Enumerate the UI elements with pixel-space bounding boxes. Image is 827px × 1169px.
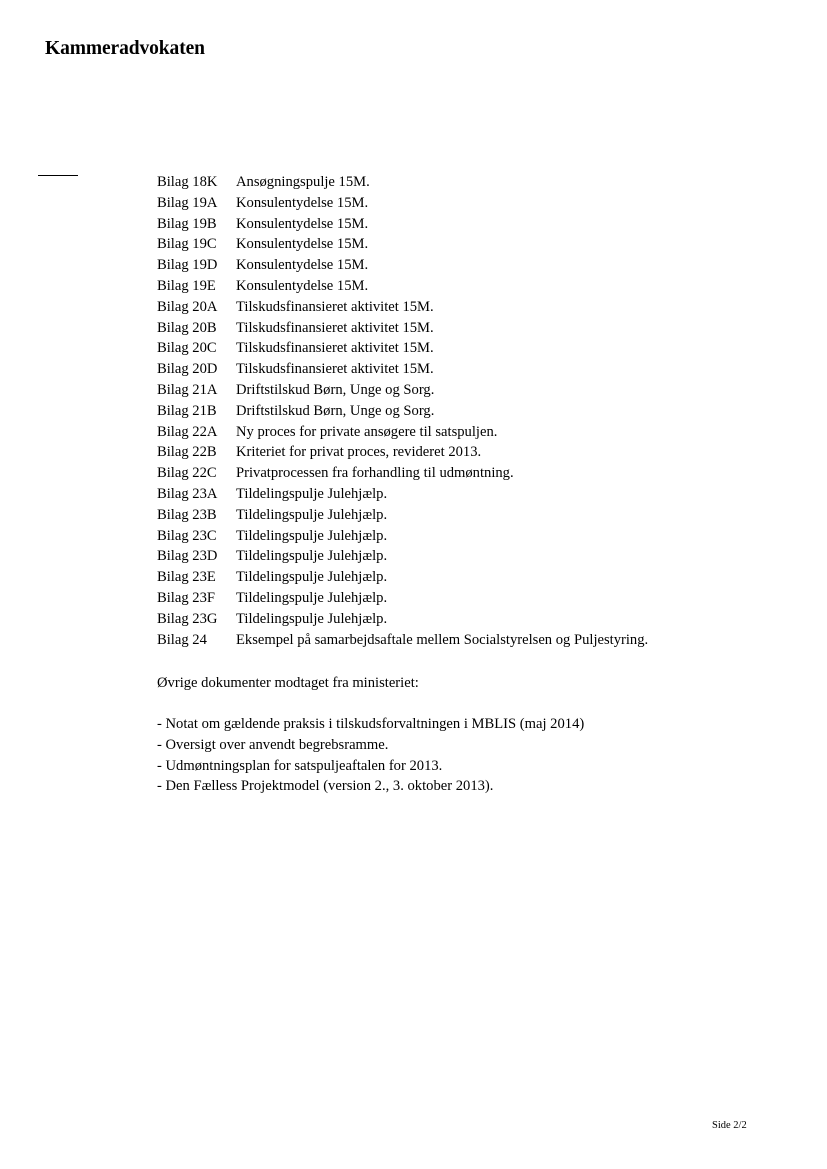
bilag-description: Ny proces for private ansøgere til satspuljen. [236,423,498,440]
bilag-id: Bilag 21A [157,381,218,398]
bilag-id: Bilag 23F [157,589,215,606]
bilag-description: Tildelingspulje Julehjælp. [236,569,388,586]
bilag-id: Bilag 19D [157,257,218,274]
bilag-id: Bilag 19C [157,236,217,253]
other-document-item: - Notat om gældende praksis i tilskudsforvaltningen i MBLIS (maj 2014) [157,716,585,732]
bilag-id: Bilag 23C [157,527,217,544]
bilag-id: Bilag 24 [157,631,207,648]
bilag-description: Tilskudsfinansieret aktivitet 15M. [236,361,434,378]
bilag-id: Bilag 20B [157,319,217,336]
bilag-description: Driftstilskud Børn, Unge og Sorg. [236,381,435,398]
bilag-id: Bilag 21B [157,402,217,419]
bilag-row [157,630,648,651]
bilag-id: Bilag 19A [157,194,218,211]
bilag-id: Bilag 22A [157,423,218,440]
bilag-description: Eksempel på samarbejdsaftale mellem Socialstyrelsen og Puljestyring. [236,631,649,648]
bilag-row [157,609,648,630]
bilag-description: Konsulentydelse 15M. [236,194,369,211]
bilag-row [157,526,648,547]
bilag-id: Bilag 23G [157,610,218,627]
bilag-row [157,297,648,318]
bilag-description: Driftstilskud Børn, Unge og Sorg. [236,402,435,419]
letterhead-title: Kammeradvokaten [45,38,205,59]
bilag-row [157,588,648,609]
page-number: Side 2/2 [712,1120,747,1131]
bilag-row [157,318,648,339]
other-document-item: - Den Fælless Projektmodel (version 2., 3. oktober 2013). [157,778,494,795]
bilag-row [157,276,648,297]
bilag-row [157,234,648,255]
bilag-id: Bilag 18K [157,174,218,190]
bilag-row [157,401,648,422]
bilag-description: Konsulentydelse 15M. [236,277,369,294]
bilag-row [157,505,648,526]
bilag-description: Ansøgningspulje 15M. [236,174,370,190]
bilag-row [157,359,648,380]
bilag-description: Tildelingspulje Julehjælp. [236,610,388,627]
bilag-row [157,463,648,484]
bilag-description: Konsulentydelse 15M. [236,215,369,232]
bilag-description: Tilskudsfinansieret aktivitet 15M. [236,298,434,315]
bilag-description: Konsulentydelse 15M. [236,257,369,274]
bilag-id: Bilag 23B [157,506,217,523]
bilag-row [157,172,648,193]
bilag-description: Tildelingspulje Julehjælp. [236,589,388,606]
bilag-row [157,442,648,463]
other-documents-heading: Øvrige dokumenter modtaget fra ministeriet: [157,675,419,691]
bilag-description: Kriteriet for privat proces, revideret 2013. [236,444,482,461]
bilag-list [157,172,648,650]
bilag-id: Bilag 19E [157,277,216,294]
margin-rule [38,175,78,176]
bilag-description: Tildelingspulje Julehjælp. [236,506,388,523]
bilag-id: Bilag 19B [157,215,217,232]
other-document-item: - Oversigt over anvendt begrebsramme. [157,736,389,753]
bilag-id: Bilag 23E [157,569,216,586]
bilag-description: Konsulentydelse 15M. [236,236,369,253]
bilag-id: Bilag 23D [157,548,218,565]
bilag-row [157,484,648,505]
bilag-id: Bilag 20C [157,340,217,357]
bilag-row [157,214,648,235]
bilag-row [157,567,648,588]
bilag-description: Tildelingspulje Julehjælp. [236,527,388,544]
bilag-row [157,338,648,359]
bilag-description: Tildelingspulje Julehjælp. [236,548,388,565]
bilag-row [157,546,648,567]
bilag-id: Bilag 23A [157,485,218,502]
bilag-id: Bilag 22C [157,465,217,482]
bilag-row [157,422,648,443]
bilag-row [157,380,648,401]
bilag-description: Tilskudsfinansieret aktivitet 15M. [236,319,434,336]
other-document-item: - Udmøntningsplan for satspuljeaftalen for 2013. [157,757,443,774]
bilag-row [157,193,648,214]
bilag-description: Tildelingspulje Julehjælp. [236,485,388,502]
other-documents-list [157,714,584,797]
bilag-description: Privatprocessen fra forhandling til udmøntning. [236,465,514,482]
bilag-id: Bilag 20A [157,298,218,315]
bilag-description: Tilskudsfinansieret aktivitet 15M. [236,340,434,357]
bilag-id: Bilag 20D [157,361,218,378]
bilag-row [157,255,648,276]
bilag-id: Bilag 22B [157,444,217,461]
